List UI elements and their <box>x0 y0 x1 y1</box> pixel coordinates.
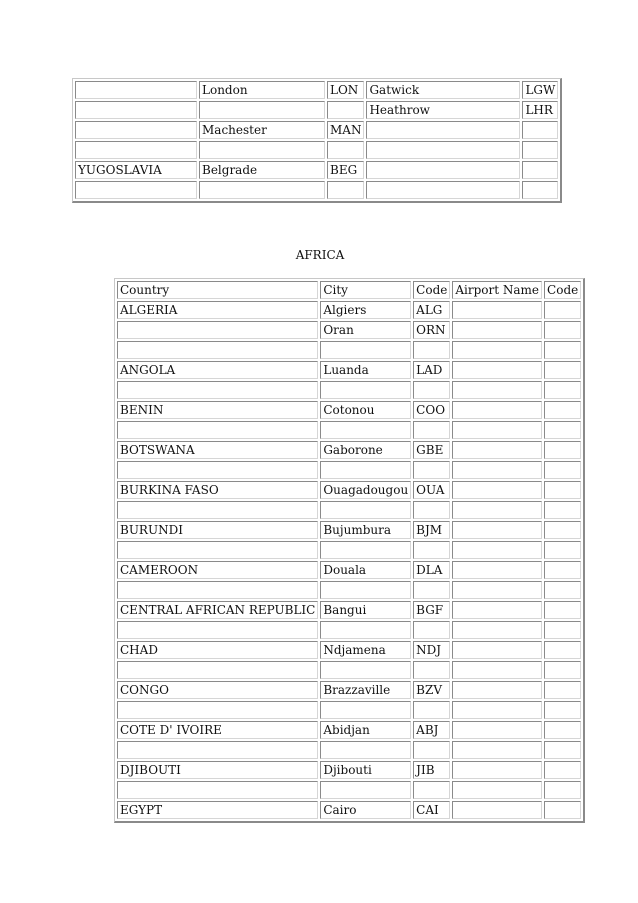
table-row <box>117 781 581 799</box>
table-row <box>117 401 581 419</box>
table-cell <box>75 181 197 199</box>
table-row <box>117 641 581 659</box>
table-cell <box>544 641 581 659</box>
table-cell: Algiers <box>320 301 411 319</box>
table-cell <box>413 461 450 479</box>
table-row <box>117 761 581 779</box>
table-cell: Bangui <box>320 601 411 619</box>
table-cell: BURUNDI <box>117 521 318 539</box>
table-cell: NDJ <box>413 641 450 659</box>
table-cell <box>75 81 197 99</box>
table-row <box>75 141 558 159</box>
table-cell <box>413 781 450 799</box>
table-cell: LAD <box>413 361 450 379</box>
table-cell <box>452 481 542 499</box>
table-cell <box>413 381 450 399</box>
table-cell <box>544 721 581 739</box>
table-cell <box>544 561 581 579</box>
table-cell <box>452 761 542 779</box>
table-cell: BURKINA FASO <box>117 481 318 499</box>
table-cell: Ouagadougou <box>320 481 411 499</box>
table-cell <box>544 701 581 719</box>
table-cell <box>452 401 542 419</box>
column-header: Code <box>544 281 581 299</box>
table-cell: Douala <box>320 561 411 579</box>
table-cell <box>544 621 581 639</box>
table-cell: BEG <box>327 161 364 179</box>
table-cell: CONGO <box>117 681 318 699</box>
table-cell <box>452 561 542 579</box>
table-cell <box>452 641 542 659</box>
column-header: City <box>320 281 411 299</box>
column-header: Country <box>117 281 318 299</box>
table-row <box>117 361 581 379</box>
column-header: Airport Name <box>452 281 542 299</box>
table-cell <box>413 421 450 439</box>
table-cell <box>544 321 581 339</box>
table-cell <box>199 101 325 119</box>
table-cell <box>452 421 542 439</box>
table-row <box>117 601 581 619</box>
table-row <box>117 561 581 579</box>
table-row <box>117 421 581 439</box>
table-cell: Oran <box>320 321 411 339</box>
table-cell <box>366 141 520 159</box>
table-row <box>117 721 581 739</box>
table-row <box>117 681 581 699</box>
table-cell: Gatwick <box>366 81 520 99</box>
table-cell <box>413 661 450 679</box>
africa-heading-text: AFRICA <box>295 248 345 262</box>
table-cell: Belgrade <box>199 161 325 179</box>
africa-section-heading <box>0 248 638 262</box>
table-cell: BJM <box>413 521 450 539</box>
table-cell <box>117 341 318 359</box>
table-cell: COTE D' IVOIRE <box>117 721 318 739</box>
table-cell <box>117 321 318 339</box>
table-cell <box>544 341 581 359</box>
table-cell: Abidjan <box>320 721 411 739</box>
table-cell <box>117 701 318 719</box>
table-cell <box>452 341 542 359</box>
column-header: Code <box>413 281 450 299</box>
table-cell <box>544 661 581 679</box>
table-cell: BENIN <box>117 401 318 419</box>
table-cell <box>452 721 542 739</box>
table-cell <box>522 181 558 199</box>
table-cell: BOTSWANA <box>117 441 318 459</box>
table-cell <box>544 401 581 419</box>
table-cell <box>366 181 520 199</box>
table-cell: LON <box>327 81 364 99</box>
header-row <box>117 281 581 299</box>
table-cell <box>522 121 558 139</box>
europe-table-body <box>75 81 558 199</box>
table-cell <box>320 381 411 399</box>
table-cell <box>199 141 325 159</box>
table-cell <box>452 381 542 399</box>
table-row <box>117 441 581 459</box>
table-row <box>75 81 558 99</box>
table-cell: Machester <box>199 121 325 139</box>
table-cell <box>320 701 411 719</box>
table-cell: ALGERIA <box>117 301 318 319</box>
africa-table-body <box>117 301 581 819</box>
table-cell <box>452 781 542 799</box>
table-cell <box>320 781 411 799</box>
table-cell: BGF <box>413 601 450 619</box>
table-cell: CAMEROON <box>117 561 318 579</box>
table-cell <box>320 621 411 639</box>
table-cell: ANGOLA <box>117 361 318 379</box>
table-cell <box>75 101 197 119</box>
table-cell: Luanda <box>320 361 411 379</box>
table-cell: London <box>199 81 325 99</box>
table-cell <box>327 141 364 159</box>
table-cell <box>452 741 542 759</box>
table-cell <box>452 461 542 479</box>
table-cell <box>452 601 542 619</box>
table-cell <box>413 701 450 719</box>
table-cell <box>413 581 450 599</box>
table-row <box>117 481 581 499</box>
table-cell <box>544 301 581 319</box>
europe-airport-table <box>72 78 562 203</box>
table-cell: LGW <box>522 81 558 99</box>
table-cell <box>327 101 364 119</box>
table-cell <box>544 781 581 799</box>
table-cell <box>320 501 411 519</box>
table-cell: ABJ <box>413 721 450 739</box>
table-cell: EGYPT <box>117 801 318 819</box>
table-cell: LHR <box>522 101 558 119</box>
table-row <box>117 321 581 339</box>
table-row <box>117 801 581 819</box>
table-cell: DLA <box>413 561 450 579</box>
table-cell <box>413 341 450 359</box>
table-row <box>75 181 558 199</box>
table-cell <box>544 541 581 559</box>
table-cell <box>544 461 581 479</box>
table-cell <box>117 541 318 559</box>
africa-airport-table <box>114 278 585 823</box>
table-cell <box>327 181 364 199</box>
table-row <box>75 101 558 119</box>
table-cell <box>452 801 542 819</box>
table-cell <box>544 521 581 539</box>
table-row <box>75 161 558 179</box>
table-cell <box>413 501 450 519</box>
table-cell: CHAD <box>117 641 318 659</box>
table-cell: OUA <box>413 481 450 499</box>
table-cell <box>452 661 542 679</box>
table-row <box>117 741 581 759</box>
table-cell <box>413 741 450 759</box>
table-cell <box>320 581 411 599</box>
table-cell: Cotonou <box>320 401 411 419</box>
table-cell: ALG <box>413 301 450 319</box>
table-row <box>117 701 581 719</box>
table-cell <box>544 441 581 459</box>
table-cell: Bujumbura <box>320 521 411 539</box>
table-row <box>117 461 581 479</box>
table-cell <box>452 701 542 719</box>
table-cell <box>413 541 450 559</box>
table-cell <box>544 421 581 439</box>
table-cell: Brazzaville <box>320 681 411 699</box>
table-cell: Heathrow <box>366 101 520 119</box>
table-cell: Ndjamena <box>320 641 411 659</box>
table-row <box>117 301 581 319</box>
table-cell: JIB <box>413 761 450 779</box>
table-cell <box>522 141 558 159</box>
table-cell <box>117 461 318 479</box>
table-row <box>117 661 581 679</box>
table-cell <box>452 621 542 639</box>
table-cell: CAI <box>413 801 450 819</box>
table-row <box>75 121 558 139</box>
table-cell <box>75 141 197 159</box>
table-cell <box>452 521 542 539</box>
table-cell <box>544 801 581 819</box>
table-cell <box>544 361 581 379</box>
table-cell <box>452 681 542 699</box>
table-cell <box>117 741 318 759</box>
table-cell <box>544 381 581 399</box>
table-cell <box>452 301 542 319</box>
table-cell <box>452 541 542 559</box>
table-row <box>117 381 581 399</box>
table-cell <box>320 541 411 559</box>
table-row <box>117 501 581 519</box>
table-cell <box>117 581 318 599</box>
table-cell <box>117 781 318 799</box>
table-row <box>117 581 581 599</box>
table-cell <box>413 621 450 639</box>
table-cell: MAN <box>327 121 364 139</box>
table-cell <box>522 161 558 179</box>
table-cell: Cairo <box>320 801 411 819</box>
table-cell <box>320 341 411 359</box>
table-cell: ORN <box>413 321 450 339</box>
table-cell <box>320 461 411 479</box>
table-cell: GBE <box>413 441 450 459</box>
table-cell: CENTRAL AFRICAN REPUBLIC <box>117 601 318 619</box>
table-cell <box>452 321 542 339</box>
africa-table-header <box>117 281 581 299</box>
table-cell: DJIBOUTI <box>117 761 318 779</box>
table-cell <box>75 121 197 139</box>
table-cell <box>544 481 581 499</box>
table-cell <box>544 601 581 619</box>
table-cell: YUGOSLAVIA <box>75 161 197 179</box>
table-cell <box>320 741 411 759</box>
table-row <box>117 541 581 559</box>
table-cell <box>117 381 318 399</box>
table-cell <box>320 661 411 679</box>
table-cell <box>117 661 318 679</box>
table-cell <box>366 161 520 179</box>
table-cell <box>544 681 581 699</box>
table-cell <box>117 621 318 639</box>
table-cell <box>544 581 581 599</box>
table-row <box>117 621 581 639</box>
table-cell: Djibouti <box>320 761 411 779</box>
table-row <box>117 341 581 359</box>
table-cell: BZV <box>413 681 450 699</box>
table-cell <box>544 501 581 519</box>
table-cell <box>544 761 581 779</box>
table-cell <box>452 361 542 379</box>
table-cell <box>117 501 318 519</box>
table-cell <box>199 181 325 199</box>
table-cell <box>452 441 542 459</box>
table-cell <box>452 581 542 599</box>
table-cell <box>117 421 318 439</box>
table-row <box>117 521 581 539</box>
table-cell <box>452 501 542 519</box>
table-cell: COO <box>413 401 450 419</box>
table-cell <box>320 421 411 439</box>
table-cell <box>366 121 520 139</box>
table-cell: Gaborone <box>320 441 411 459</box>
table-cell <box>544 741 581 759</box>
